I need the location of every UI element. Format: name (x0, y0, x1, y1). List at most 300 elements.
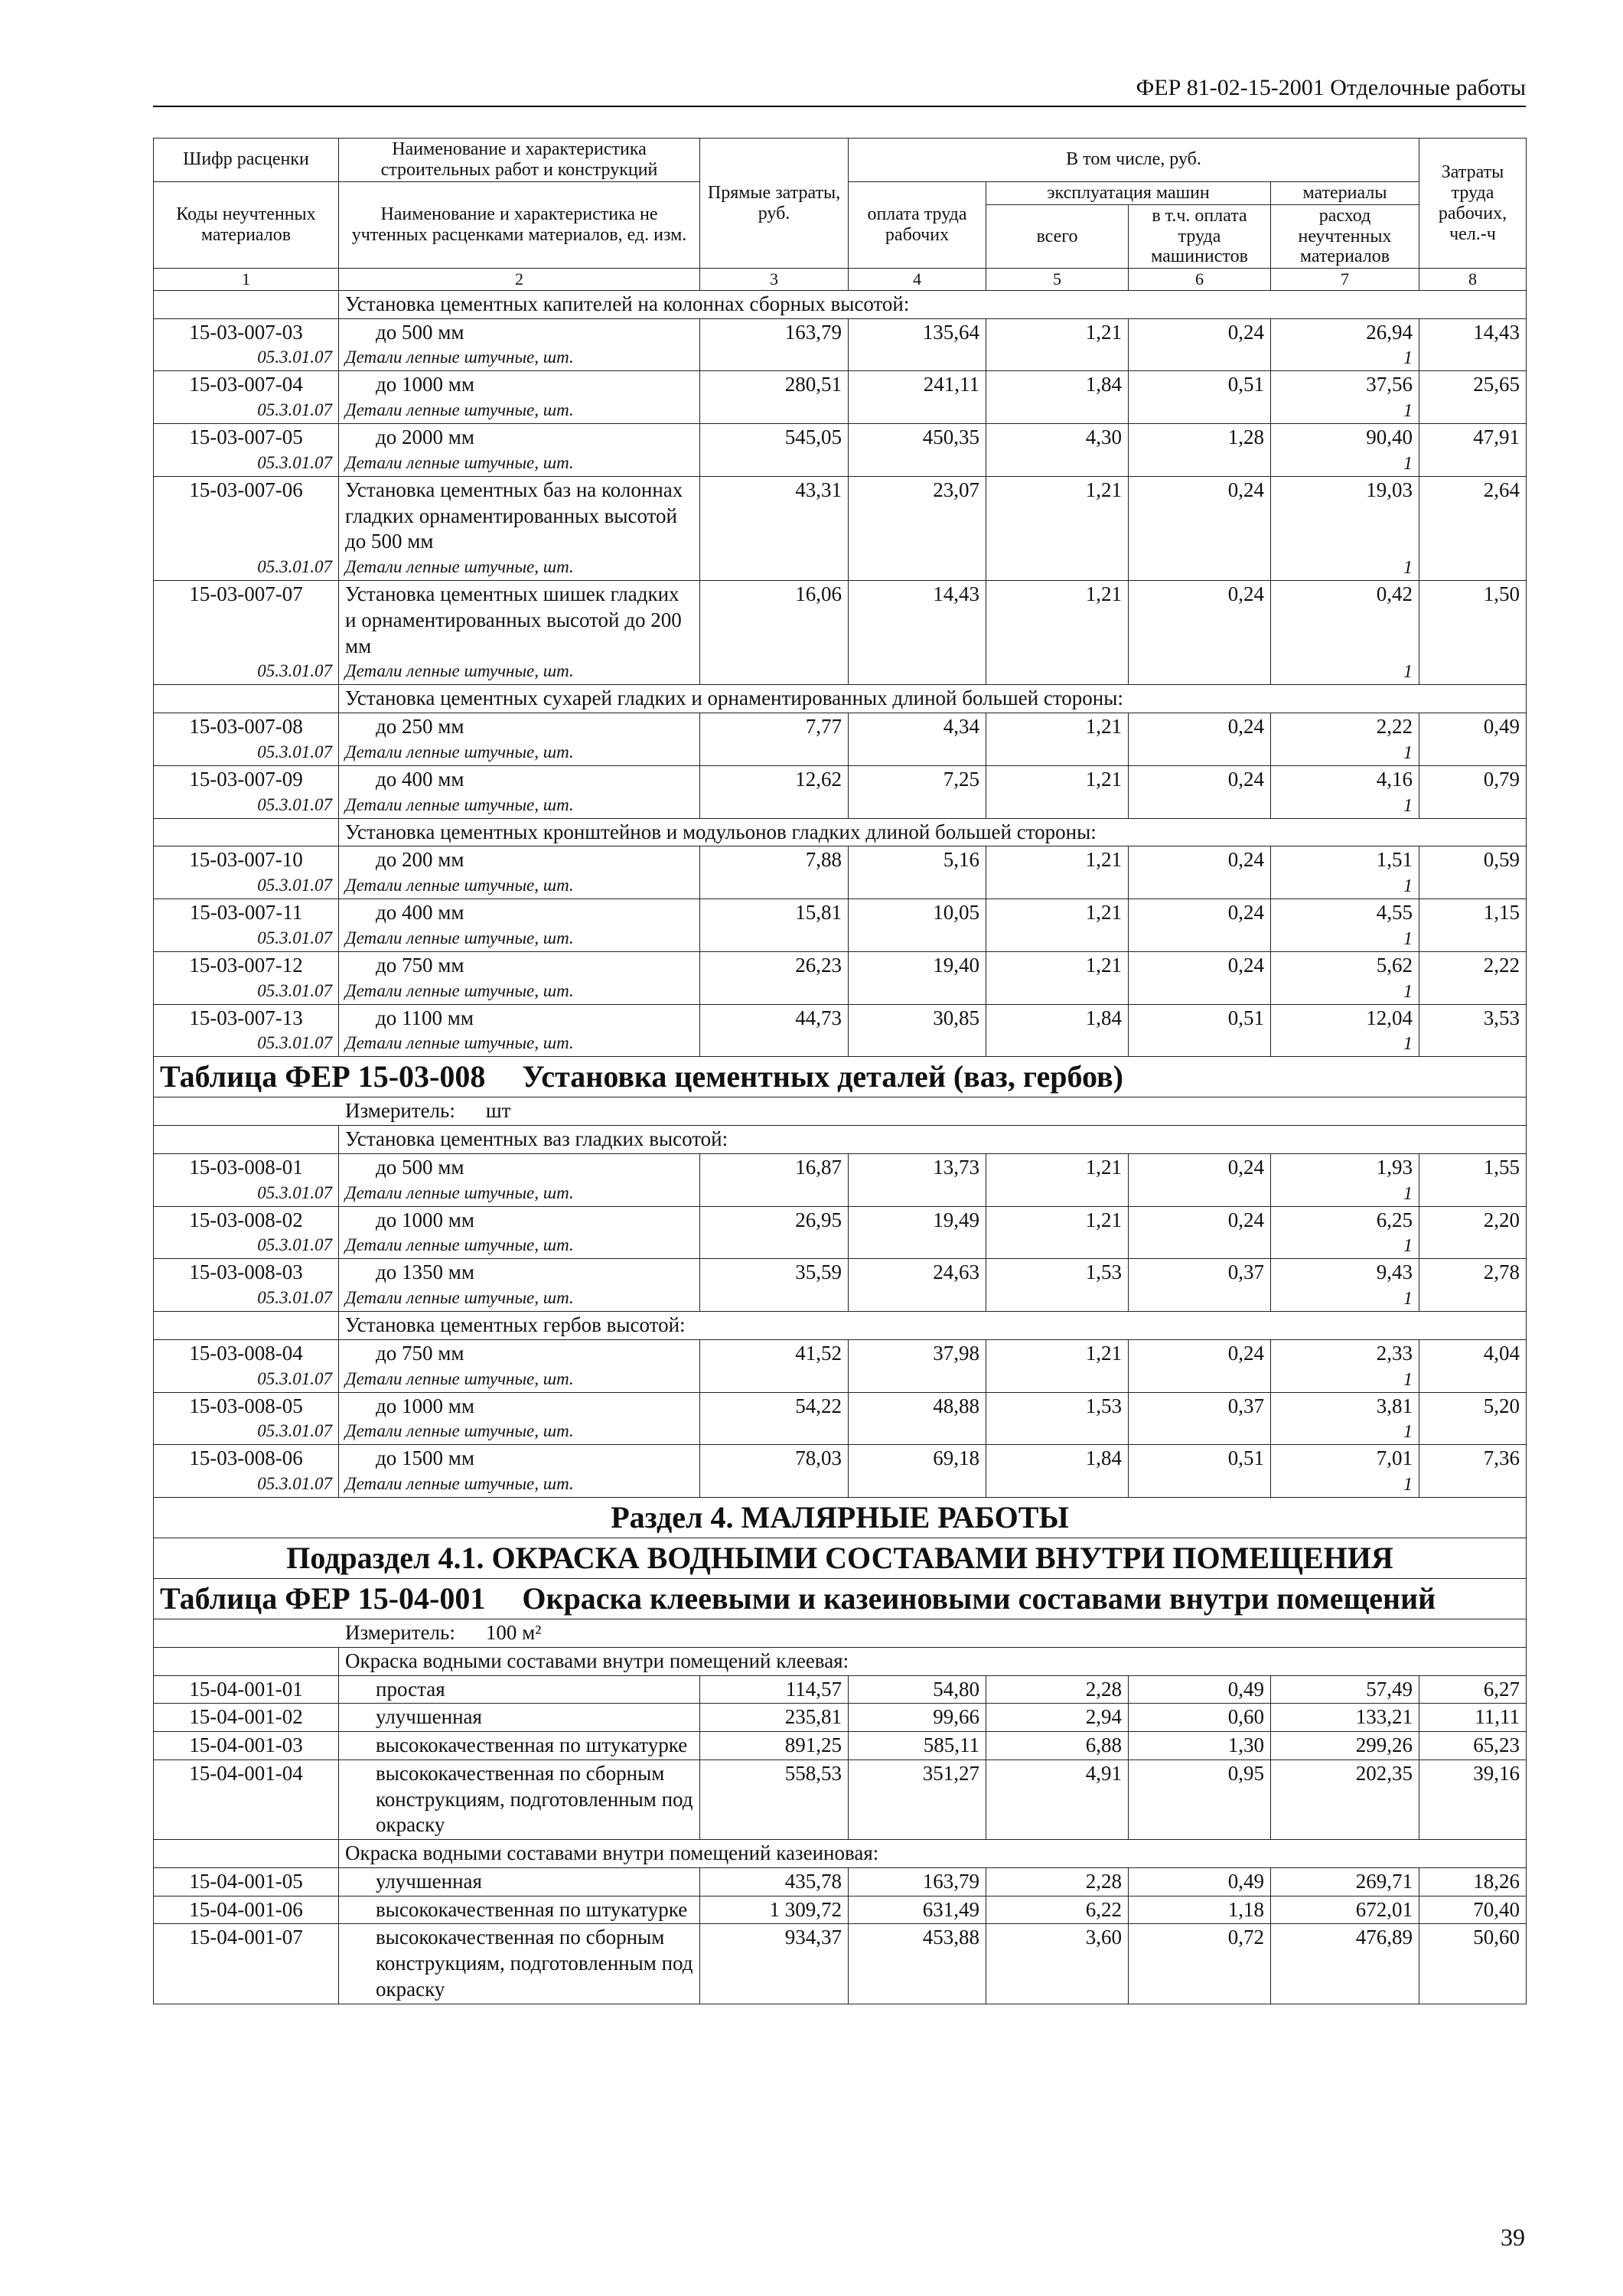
subsection-row (154, 1538, 1527, 1579)
material-qty: 1 (1271, 556, 1419, 581)
machinist-pay: 0,24 (1129, 765, 1271, 818)
material-code: 05.3.01.07 (154, 1032, 339, 1057)
materials-cost: 672,01 (1271, 1896, 1419, 1924)
header-labor-cost: Затраты труда рабочих, чел.-ч (1419, 139, 1527, 269)
page-number: 39 (1501, 2223, 1525, 2251)
labor-pay: 631,49 (849, 1896, 986, 1924)
work-name: до 500 мм (339, 318, 700, 346)
work-name: до 200 мм (339, 846, 700, 874)
header-direct: Прямые затраты, руб. (700, 139, 849, 269)
labor-hours: 4,04 (1419, 1339, 1527, 1392)
machines-total: 1,21 (986, 951, 1129, 1004)
rate-code: 15-03-007-11 (154, 899, 339, 927)
labor-pay: 13,73 (849, 1153, 986, 1206)
materials-cost: 0,42 (1271, 581, 1419, 660)
materials-cost: 1,51 (1271, 846, 1419, 874)
work-name: до 400 мм (339, 765, 700, 793)
direct-cost: 7,77 (700, 713, 849, 766)
header-labor-pay: оплата труда рабочих (849, 181, 986, 269)
materials-cost: 4,55 (1271, 899, 1419, 927)
table-id: Таблица ФЕР 15-04-001 (160, 1581, 486, 1616)
materials-cost: 37,56 (1271, 371, 1419, 399)
materials-cost: 90,40 (1271, 424, 1419, 452)
group-title-row (154, 818, 1527, 846)
machines-total: 1,53 (986, 1392, 1129, 1445)
direct-cost: 16,06 (700, 581, 849, 685)
rate-code: 15-03-008-03 (154, 1259, 339, 1287)
work-name: простая (339, 1675, 700, 1704)
direct-cost: 280,51 (700, 371, 849, 424)
materials-cost: 2,22 (1271, 713, 1419, 741)
machines-total: 1,84 (986, 1004, 1129, 1057)
material-qty: 1 (1271, 794, 1419, 819)
table-row (154, 318, 1527, 346)
material-name: Детали лепные штучные, шт. (339, 399, 700, 424)
direct-cost: 7,88 (700, 846, 849, 899)
column-number: 6 (1129, 269, 1271, 291)
labor-pay: 37,98 (849, 1339, 986, 1392)
group-title: Установка цементных сухарей гладких и орнаментированных длиной большей стороны: (339, 685, 1527, 713)
group-title-row (154, 290, 1527, 318)
table-row (154, 476, 1527, 556)
material-code: 05.3.01.07 (154, 660, 339, 685)
direct-cost: 16,87 (700, 1153, 849, 1206)
rate-code: 15-03-008-05 (154, 1392, 339, 1420)
material-name: Детали лепные штучные, шт. (339, 874, 700, 899)
machines-total: 1,21 (986, 581, 1129, 685)
machines-total: 3,60 (986, 1924, 1129, 2004)
materials-cost: 1,93 (1271, 1153, 1419, 1181)
work-name: высококачественная по штукатурке (339, 1732, 700, 1760)
machinist-pay: 0,24 (1129, 846, 1271, 899)
table-row (154, 1206, 1527, 1234)
header-name: Наименование и характеристика строительных работ и конструкций (339, 139, 700, 182)
group-title: Установка цементных кронштейнов и модульонов гладких длиной большей стороны: (339, 818, 1527, 846)
materials-cost: 19,03 (1271, 476, 1419, 556)
column-number: 3 (700, 269, 849, 291)
group-title-row (154, 1312, 1527, 1340)
work-name: до 1350 мм (339, 1259, 700, 1287)
header-row (154, 139, 1527, 182)
labor-pay: 24,63 (849, 1259, 986, 1312)
table-row (154, 1867, 1527, 1896)
material-code: 05.3.01.07 (154, 794, 339, 819)
group-title: Установка цементных ваз гладких высотой: (339, 1126, 1527, 1154)
labor-pay: 14,43 (849, 581, 986, 685)
material-code: 05.3.01.07 (154, 1473, 339, 1498)
labor-pay: 10,05 (849, 899, 986, 952)
materials-cost: 57,49 (1271, 1675, 1419, 1704)
material-name: Детали лепные штучные, шт. (339, 1182, 700, 1207)
table-row (154, 1760, 1527, 1839)
machines-total: 1,53 (986, 1259, 1129, 1312)
machinist-pay: 0,24 (1129, 318, 1271, 371)
materials-cost: 9,43 (1271, 1259, 1419, 1287)
material-qty: 1 (1271, 1032, 1419, 1057)
rate-code: 15-04-001-05 (154, 1867, 339, 1896)
labor-hours: 6,27 (1419, 1675, 1527, 1704)
table-name: Установка цементных деталей (ваз, гербов) (522, 1059, 1123, 1094)
work-name: до 1500 мм (339, 1445, 700, 1473)
labor-hours: 0,59 (1419, 846, 1527, 899)
direct-cost: 54,22 (700, 1392, 849, 1445)
material-name: Детали лепные штучные, шт. (339, 1032, 700, 1057)
machinist-pay: 0,24 (1129, 1153, 1271, 1206)
machines-total: 1,21 (986, 899, 1129, 952)
column-number: 4 (849, 269, 986, 291)
material-qty: 1 (1271, 874, 1419, 899)
work-name: до 500 мм (339, 1153, 700, 1181)
machinist-pay: 0,60 (1129, 1704, 1271, 1732)
unit-value: 100 м² (485, 1621, 542, 1644)
table-row (154, 1004, 1527, 1032)
group-title-row (154, 1647, 1527, 1675)
material-name: Детали лепные штучные, шт. (339, 1368, 700, 1393)
rate-code: 15-03-007-04 (154, 371, 339, 399)
table-row (154, 1896, 1527, 1924)
rate-code: 15-03-007-08 (154, 713, 339, 741)
material-name: Детали лепные штучные, шт. (339, 794, 700, 819)
machines-total: 1,21 (986, 1339, 1129, 1392)
direct-cost: 891,25 (700, 1732, 849, 1760)
machinist-pay: 1,30 (1129, 1732, 1271, 1760)
running-header: ФЕР 81-02-15-2001 Отделочные работы (153, 75, 1526, 107)
direct-cost: 44,73 (700, 1004, 849, 1057)
unit (154, 1619, 1527, 1648)
header-code: Шифр расценки (154, 139, 339, 182)
labor-hours: 1,15 (1419, 899, 1527, 952)
labor-hours: 50,60 (1419, 1924, 1527, 2004)
rate-code: 15-03-007-09 (154, 765, 339, 793)
table-row (154, 846, 1527, 874)
machinist-pay: 0,37 (1129, 1392, 1271, 1445)
direct-cost: 235,81 (700, 1704, 849, 1732)
work-name: до 1000 мм (339, 371, 700, 399)
unit-value: шт (485, 1099, 511, 1123)
labor-pay: 23,07 (849, 476, 986, 580)
direct-cost: 15,81 (700, 899, 849, 952)
material-name: Детали лепные штучные, шт. (339, 980, 700, 1005)
labor-pay: 135,64 (849, 318, 986, 371)
labor-pay: 163,79 (849, 1867, 986, 1896)
header-incl: В том числе, руб. (849, 139, 1419, 182)
machines-total: 2,28 (986, 1867, 1129, 1896)
rate-code: 15-03-007-07 (154, 581, 339, 660)
material-qty: 1 (1271, 399, 1419, 424)
machinist-pay: 0,72 (1129, 1924, 1271, 2004)
machines-total: 1,21 (986, 1153, 1129, 1206)
machines-total: 6,88 (986, 1732, 1129, 1760)
material-name: Детали лепные штучные, шт. (339, 452, 700, 477)
rate-code: 15-04-001-01 (154, 1675, 339, 1704)
machinist-pay: 0,49 (1129, 1867, 1271, 1896)
unit-row (154, 1619, 1527, 1648)
machines-total: 1,21 (986, 765, 1129, 818)
rate-code: 15-03-007-12 (154, 951, 339, 979)
materials-cost: 4,16 (1271, 765, 1419, 793)
machinist-pay: 0,24 (1129, 899, 1271, 952)
header-machines-total: всего (986, 204, 1129, 269)
labor-hours: 11,11 (1419, 1704, 1527, 1732)
machines-total: 4,30 (986, 424, 1129, 477)
group-title: Установка цементных гербов высотой: (339, 1312, 1527, 1340)
table-row (154, 1675, 1527, 1704)
rate-code: 15-03-008-04 (154, 1339, 339, 1367)
header-machines: эксплуатация машин (986, 181, 1271, 204)
machines-total: 4,91 (986, 1760, 1129, 1839)
machinist-pay: 0,24 (1129, 1339, 1271, 1392)
material-name: Детали лепные штучные, шт. (339, 741, 700, 766)
material-name: Детали лепные штучные, шт. (339, 346, 700, 371)
table-title-row (154, 1057, 1527, 1097)
material-code: 05.3.01.07 (154, 741, 339, 766)
material-qty: 1 (1271, 927, 1419, 952)
machinist-pay: 1,28 (1129, 424, 1271, 477)
labor-hours: 39,16 (1419, 1760, 1527, 1839)
labor-hours: 2,78 (1419, 1259, 1527, 1312)
labor-pay: 54,80 (849, 1675, 986, 1704)
labor-hours: 14,43 (1419, 318, 1527, 371)
labor-hours: 2,64 (1419, 476, 1527, 580)
machinist-pay: 0,24 (1129, 951, 1271, 1004)
labor-hours: 5,20 (1419, 1392, 1527, 1445)
direct-cost: 41,52 (700, 1339, 849, 1392)
work-name: улучшенная (339, 1867, 700, 1896)
table-row (154, 951, 1527, 979)
materials-cost: 476,89 (1271, 1924, 1419, 2004)
direct-cost: 1 309,72 (700, 1896, 849, 1924)
work-name: высококачественная по сборным конструкциям, подготовленным под окраску (339, 1760, 700, 1839)
materials-cost: 7,01 (1271, 1445, 1419, 1473)
header-code-materials: Коды неучтенных материалов (154, 181, 339, 269)
material-qty: 1 (1271, 660, 1419, 685)
rate-code: 15-03-008-06 (154, 1445, 339, 1473)
direct-cost: 163,79 (700, 318, 849, 371)
material-code: 05.3.01.07 (154, 452, 339, 477)
labor-pay: 19,49 (849, 1206, 986, 1259)
direct-cost: 545,05 (700, 424, 849, 477)
material-code: 05.3.01.07 (154, 399, 339, 424)
subsection-title: Подраздел 4.1. ОКРАСКА ВОДНЫМИ СОСТАВАМИ ВНУТРИ ПОМЕЩЕНИЯ (154, 1538, 1527, 1579)
section-row (154, 1498, 1527, 1538)
rate-code: 15-03-008-02 (154, 1206, 339, 1234)
material-code: 05.3.01.07 (154, 874, 339, 899)
materials-cost: 269,71 (1271, 1867, 1419, 1896)
table-row (154, 899, 1527, 927)
material-qty: 1 (1271, 1473, 1419, 1498)
unit-label: Измеритель: (345, 1621, 455, 1644)
work-name: до 750 мм (339, 951, 700, 979)
unit (154, 1097, 1527, 1126)
group-title: Окраска водными составами внутри помещений казеиновая: (339, 1840, 1527, 1868)
machinist-pay: 0,49 (1129, 1675, 1271, 1704)
material-code: 05.3.01.07 (154, 1420, 339, 1445)
labor-pay: 69,18 (849, 1445, 986, 1498)
machinist-pay: 0,51 (1129, 1004, 1271, 1057)
labor-pay: 450,35 (849, 424, 986, 477)
rate-code: 15-03-007-06 (154, 476, 339, 556)
labor-hours: 2,22 (1419, 951, 1527, 1004)
rate-code: 15-03-007-05 (154, 424, 339, 452)
material-qty: 1 (1271, 1182, 1419, 1207)
table-row (154, 1392, 1527, 1420)
machinist-pay: 0,51 (1129, 1445, 1271, 1498)
machinist-pay: 0,24 (1129, 1206, 1271, 1259)
material-qty: 1 (1271, 452, 1419, 477)
materials-cost: 299,26 (1271, 1732, 1419, 1760)
labor-pay: 30,85 (849, 1004, 986, 1057)
labor-hours: 1,50 (1419, 581, 1527, 685)
table-row (154, 1704, 1527, 1732)
header-machinist-pay: в т.ч. оплата труда машинистов (1129, 204, 1271, 269)
materials-cost: 3,81 (1271, 1392, 1419, 1420)
column-number: 5 (986, 269, 1129, 291)
labor-hours: 3,53 (1419, 1004, 1527, 1057)
direct-cost: 558,53 (700, 1760, 849, 1839)
work-name: высококачественная по штукатурке (339, 1896, 700, 1924)
labor-hours: 7,36 (1419, 1445, 1527, 1498)
direct-cost: 114,57 (700, 1675, 849, 1704)
materials-cost: 12,04 (1271, 1004, 1419, 1032)
material-code: 05.3.01.07 (154, 1368, 339, 1393)
labor-hours: 0,49 (1419, 713, 1527, 766)
rate-code: 15-03-007-13 (154, 1004, 339, 1032)
header-materials: материалы (1271, 181, 1419, 204)
labor-pay: 19,40 (849, 951, 986, 1004)
labor-pay: 351,27 (849, 1760, 986, 1839)
material-code: 05.3.01.07 (154, 556, 339, 581)
materials-cost: 5,62 (1271, 951, 1419, 979)
material-qty: 1 (1271, 1368, 1419, 1393)
column-number: 7 (1271, 269, 1419, 291)
labor-pay: 5,16 (849, 846, 986, 899)
labor-hours: 25,65 (1419, 371, 1527, 424)
work-name: до 750 мм (339, 1339, 700, 1367)
work-name: высококачественная по сборным конструкциям, подготовленным под окраску (339, 1924, 700, 2004)
direct-cost: 12,62 (700, 765, 849, 818)
machines-total: 1,21 (986, 318, 1129, 371)
material-code: 05.3.01.07 (154, 1287, 339, 1312)
machinist-pay: 0,37 (1129, 1259, 1271, 1312)
table-row (154, 1339, 1527, 1367)
labor-hours: 47,91 (1419, 424, 1527, 477)
work-name: Установка цементных баз на колоннах гладких орнаментированных высотой до 500 мм (339, 476, 700, 556)
machines-total: 1,84 (986, 371, 1129, 424)
rate-code: 15-04-001-03 (154, 1732, 339, 1760)
rate-code: 15-03-008-01 (154, 1153, 339, 1181)
labor-hours: 2,20 (1419, 1206, 1527, 1259)
work-name: Установка цементных шишек гладких и орнаментированных высотой до 200 мм (339, 581, 700, 660)
rate-code: 15-04-001-04 (154, 1760, 339, 1839)
group-title-row (154, 1126, 1527, 1154)
material-code: 05.3.01.07 (154, 1234, 339, 1259)
table-row (154, 1259, 1527, 1287)
labor-hours: 65,23 (1419, 1732, 1527, 1760)
labor-pay: 4,34 (849, 713, 986, 766)
table-row (154, 424, 1527, 452)
rate-code: 15-04-001-02 (154, 1704, 339, 1732)
rate-code: 15-03-007-03 (154, 318, 339, 346)
direct-cost: 35,59 (700, 1259, 849, 1312)
labor-pay: 99,66 (849, 1704, 986, 1732)
material-code: 05.3.01.07 (154, 346, 339, 371)
machines-total: 6,22 (986, 1896, 1129, 1924)
material-name: Детали лепные штучные, шт. (339, 556, 700, 581)
machines-total: 2,28 (986, 1675, 1129, 1704)
material-name: Детали лепные штучные, шт. (339, 1287, 700, 1312)
materials-cost: 6,25 (1271, 1206, 1419, 1234)
direct-cost: 43,31 (700, 476, 849, 580)
table-title (154, 1057, 1527, 1097)
material-qty: 1 (1271, 980, 1419, 1005)
table-row (154, 1445, 1527, 1473)
group-title: Установка цементных капителей на колоннах сборных высотой: (339, 290, 1527, 318)
labor-hours: 1,55 (1419, 1153, 1527, 1206)
table-row (154, 1732, 1527, 1760)
direct-cost: 26,23 (700, 951, 849, 1004)
material-qty: 1 (1271, 1234, 1419, 1259)
work-name: до 1100 мм (339, 1004, 700, 1032)
labor-pay: 7,25 (849, 765, 986, 818)
rate-code: 15-04-001-06 (154, 1896, 339, 1924)
column-number: 2 (339, 269, 700, 291)
materials-cost: 133,21 (1271, 1704, 1419, 1732)
rate-code: 15-04-001-07 (154, 1924, 339, 2004)
material-name: Детали лепные штучные, шт. (339, 660, 700, 685)
machinist-pay: 0,24 (1129, 476, 1271, 580)
machinist-pay: 0,95 (1129, 1760, 1271, 1839)
column-number: 1 (154, 269, 339, 291)
table-row (154, 371, 1527, 399)
table-name: Окраска клеевыми и казеиновыми составами внутри помещений (522, 1581, 1436, 1616)
materials-cost: 2,33 (1271, 1339, 1419, 1367)
material-qty: 1 (1271, 741, 1419, 766)
labor-pay: 453,88 (849, 1924, 986, 2004)
machines-total: 1,21 (986, 713, 1129, 766)
machines-total: 1,21 (986, 846, 1129, 899)
section-title: Раздел 4. МАЛЯРНЫЕ РАБОТЫ (154, 1498, 1527, 1538)
labor-pay: 241,11 (849, 371, 986, 424)
table-title (154, 1579, 1527, 1619)
header-name-materials: Наименование и характеристика не учтенных расценками материалов, ед. изм. (339, 181, 700, 269)
group-title-row (154, 685, 1527, 713)
unit-label: Измеритель: (345, 1099, 455, 1123)
material-qty: 1 (1271, 1287, 1419, 1312)
material-qty: 1 (1271, 346, 1419, 371)
header-materials-sub: расход неучтенных материалов (1271, 204, 1419, 269)
table-row (154, 581, 1527, 660)
labor-hours: 18,26 (1419, 1867, 1527, 1896)
rate-code: 15-03-007-10 (154, 846, 339, 874)
direct-cost: 435,78 (700, 1867, 849, 1896)
direct-cost: 78,03 (700, 1445, 849, 1498)
material-name: Детали лепные штучные, шт. (339, 927, 700, 952)
table-row (154, 765, 1527, 793)
labor-pay: 585,11 (849, 1732, 986, 1760)
column-number: 8 (1419, 269, 1527, 291)
work-name: до 1000 мм (339, 1206, 700, 1234)
rates-table (153, 138, 1527, 2004)
unit-row (154, 1097, 1527, 1126)
machinist-pay: 0,24 (1129, 581, 1271, 685)
material-name: Детали лепные штучные, шт. (339, 1420, 700, 1445)
materials-cost: 26,94 (1271, 318, 1419, 346)
group-title-row (154, 1840, 1527, 1868)
table-title-row (154, 1579, 1527, 1619)
machinist-pay: 1,18 (1129, 1896, 1271, 1924)
machinist-pay: 0,24 (1129, 713, 1271, 766)
direct-cost: 934,37 (700, 1924, 849, 2004)
